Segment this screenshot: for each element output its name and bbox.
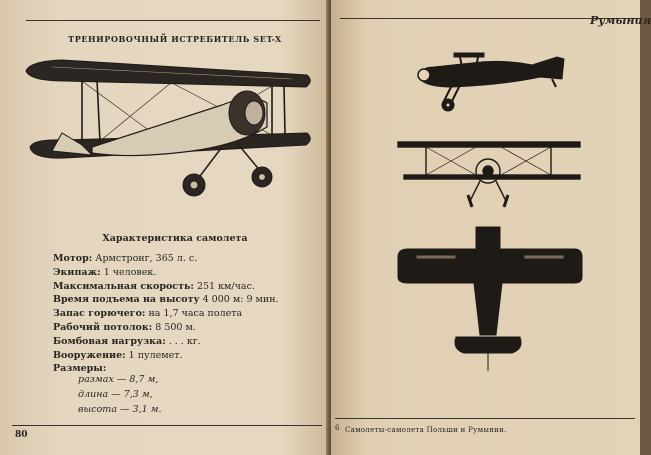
- spec-item: [53, 321, 279, 335]
- spec-label: Максимальная скорость:: [53, 280, 194, 292]
- spec-label: Запас горючего:: [53, 308, 146, 320]
- dimensions-list: [78, 372, 162, 417]
- spec-value: 251 км/час.: [193, 280, 255, 292]
- spec-item: [53, 293, 279, 307]
- spec-item: [53, 335, 279, 349]
- spec-item: [53, 266, 279, 280]
- spec-item: [53, 349, 279, 363]
- spec-item: [53, 280, 279, 294]
- spec-label: Размеры:: [53, 363, 107, 375]
- country-header: Румыния: [590, 14, 651, 27]
- spec-label: Экипаж:: [53, 266, 101, 278]
- spec-list: [53, 252, 279, 376]
- dimension-item: длина — 7,3 м,: [78, 389, 153, 400]
- spec-value: на 1,7 часа полета: [145, 308, 243, 320]
- spec-value: . . . кг.: [165, 335, 201, 347]
- biplane-perspective-illustration: [22, 55, 322, 215]
- dimension-item: размах — 8,7 м,: [78, 374, 159, 385]
- bottom-rule: [12, 425, 322, 426]
- biplane-top-silhouette: [396, 225, 586, 375]
- right-page-caption: Самолеты-самолета Польши и Румынии.: [345, 426, 507, 434]
- biplane-side-silhouette: [412, 45, 572, 115]
- spec-label: Бомбовая нагрузка:: [53, 335, 166, 347]
- spec-label: Время подъема на высоту: [53, 294, 200, 306]
- biplane-front-silhouette: [396, 137, 586, 212]
- spec-value: 1 пулемет.: [125, 349, 183, 361]
- spec-heading: Характеристика самолета: [102, 233, 248, 244]
- top-rule: [26, 20, 320, 21]
- spec-value: 1 человек.: [100, 266, 157, 278]
- spec-label: Рабочий потолок:: [53, 321, 153, 333]
- caption-marker: 6: [335, 424, 340, 432]
- spec-value: 8 500 м.: [152, 321, 196, 333]
- spec-value: Армстронг, 365 л. с.: [92, 253, 198, 264]
- aircraft-title: ТРЕНИРОВОЧНЫЙ ИСТРЕБИТЕЛЬ SET-X: [68, 34, 282, 44]
- spec-item: [53, 252, 279, 266]
- spec-label: Вооружение:: [53, 349, 126, 361]
- page-number: 80: [15, 430, 28, 440]
- spec-item: [53, 307, 279, 321]
- spec-value: 4 000 м: 9 мин.: [199, 294, 279, 306]
- caption-rule: [335, 418, 635, 419]
- spec-label: Мотор:: [53, 253, 93, 264]
- dimension-item: высота — 3,1 м.: [78, 404, 162, 415]
